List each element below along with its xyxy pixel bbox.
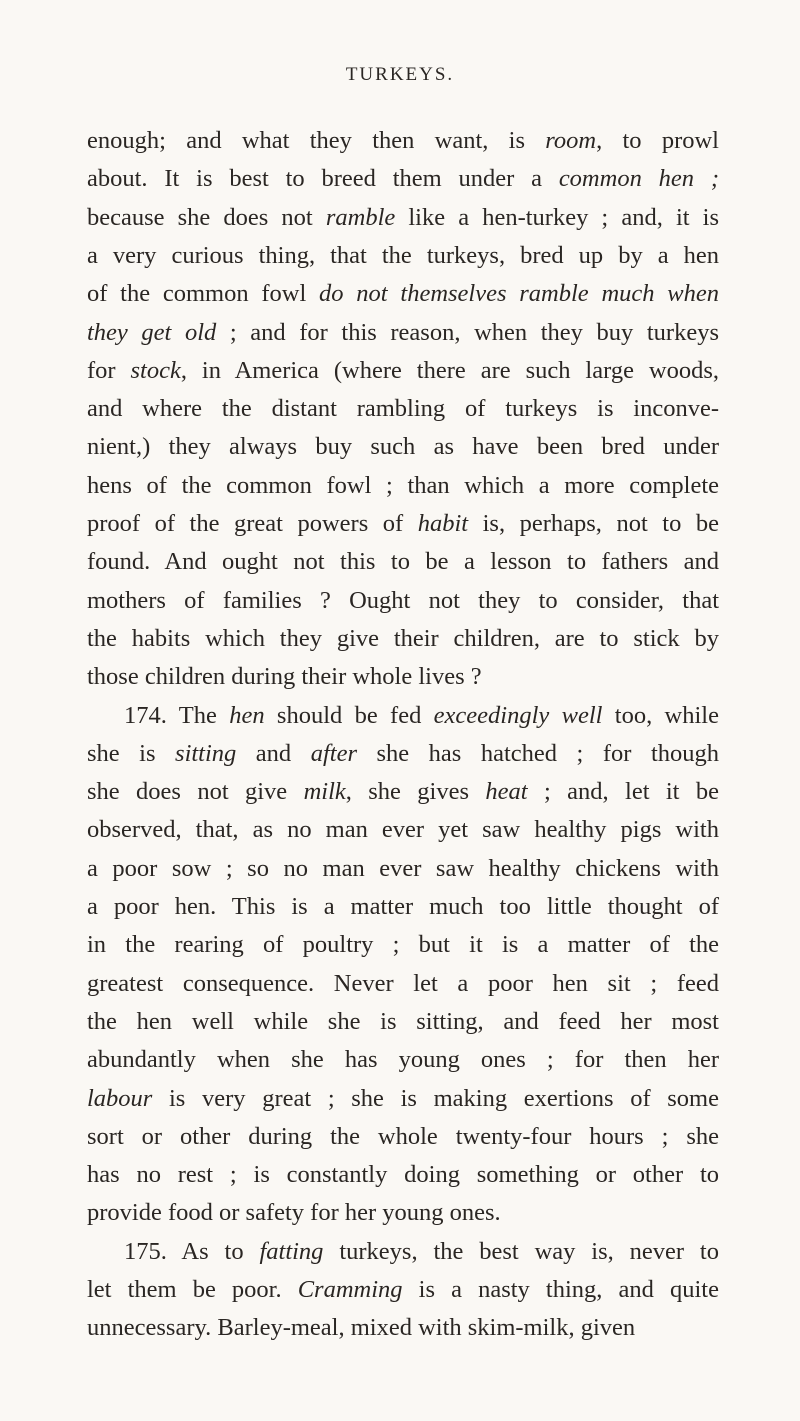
text-line: 175. As to fatting turkeys, the best way is, never to bbox=[124, 1237, 719, 1265]
text-line: has no rest ; is constantly doing something or other to bbox=[87, 1161, 719, 1189]
text-line: about. It is best to breed them under a common hen ; bbox=[87, 165, 719, 193]
text-line: found. And ought not this to be a lesson to fathers and bbox=[87, 548, 719, 576]
text-line: in the rearing of poultry ; but it is a matter of the bbox=[87, 931, 719, 959]
text-line: the habits which they give their children, are to stick by bbox=[87, 624, 719, 652]
text-line: let them be poor. Cramming is a nasty thing, and quite bbox=[87, 1276, 719, 1303]
text-line: provide food or safety for her young ones. bbox=[87, 1199, 501, 1227]
text-line: she is sitting and after she has hatched ; for though bbox=[87, 739, 719, 767]
text-line: the hen well while she is sitting, and feed her most bbox=[87, 1007, 719, 1035]
text-line: proof of the great powers of habit is, perhaps, not to be bbox=[87, 510, 719, 537]
text-line: they get old ; and for this reason, when they buy turkeys bbox=[87, 318, 719, 346]
text-line: nient,) they always buy such as have been bred under bbox=[87, 433, 719, 461]
text-line: mothers of families ? Ought not they to consider, that bbox=[87, 586, 719, 614]
text-line: sort or other during the whole twenty-four hours ; she bbox=[87, 1122, 719, 1150]
text-line: she does not give milk, she gives heat ; and, let it be bbox=[87, 778, 719, 806]
text-line: 174. The hen should be fed exceedingly well too, while bbox=[124, 701, 719, 729]
text-line: a poor sow ; so no man ever saw healthy chickens with bbox=[87, 854, 719, 882]
text-line: because she does not ramble like a hen-turkey ; and, it is bbox=[87, 203, 720, 231]
text-line: a very curious thing, that the turkeys, bred up by a hen bbox=[87, 241, 719, 269]
text-line: enough; and what they then want, is room, to prowl bbox=[87, 127, 719, 154]
running-head: TURKEYS. bbox=[345, 64, 455, 85]
text-line: for stock, in America (where there are such large woods, bbox=[87, 356, 719, 384]
text-line: labour is very great ; she is making exertions of some bbox=[87, 1084, 719, 1112]
text-line: greatest consequence. Never let a poor hen sit ; feed bbox=[87, 969, 719, 997]
text-line: a poor hen. This is a matter much too little thought of bbox=[87, 893, 719, 920]
text-line: those children during their whole lives ? bbox=[87, 663, 482, 691]
text-line: observed, that, as no man ever yet saw healthy pigs with bbox=[87, 816, 719, 844]
text-line: hens of the common fowl ; than which a more complete bbox=[87, 471, 719, 499]
text-line: abundantly when she has young ones ; for then her bbox=[87, 1046, 719, 1074]
text-line: and where the distant rambling of turkeys is inconve- bbox=[87, 395, 719, 423]
text-line: unnecessary. Barley-meal, mixed with skim-milk, given bbox=[87, 1314, 636, 1342]
text-line: of the common fowl do not themselves ramble much when bbox=[87, 280, 719, 308]
